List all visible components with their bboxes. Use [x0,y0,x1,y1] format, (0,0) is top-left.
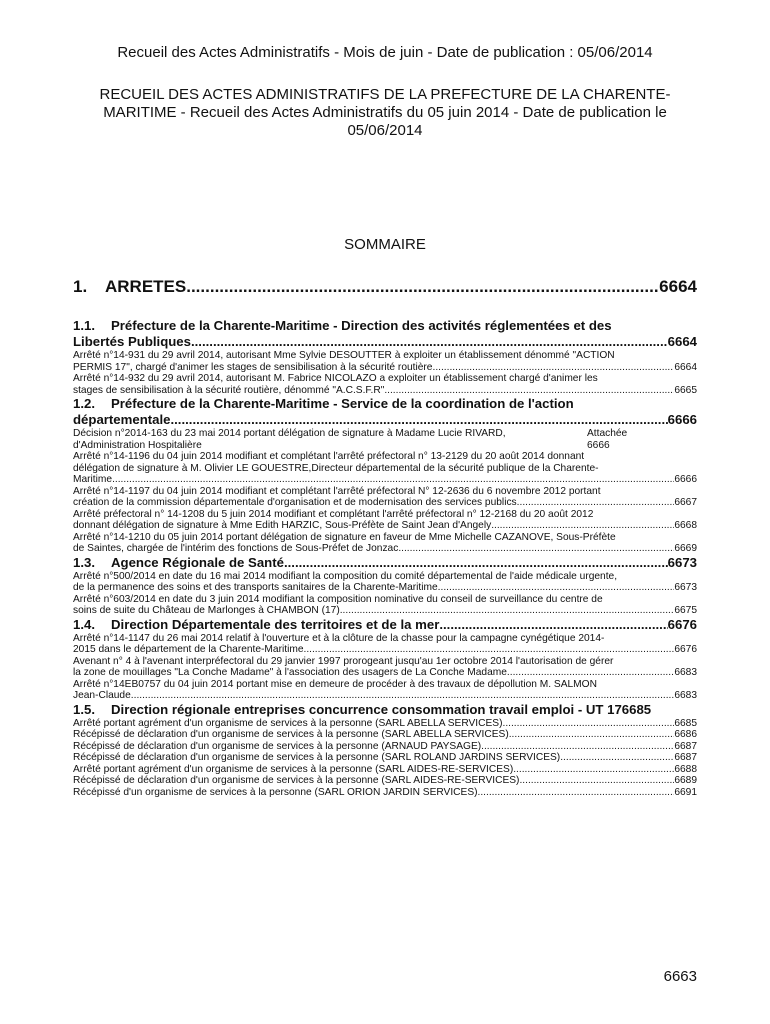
entry-page: 6687 [674,740,697,752]
section-title: Direction régionale entreprises concurrence consommation travail emploi - UT 17 [111,701,622,717]
entry-text-cont: délégation de signature à M. Olivier LE GOUESTRE,Directeur départemental de la sécurité publique de la Charente- [73,462,599,474]
entry-page: 6685 [674,717,697,729]
dot-leader [186,277,659,297]
toc-entry[interactable] [73,729,697,741]
dot-leader [478,787,675,799]
entry-page: 6691 [674,786,697,798]
entry-text: Récépissé de déclaration d'un organisme de services à la personne (SARL ABELLA SERVICES) [73,729,509,740]
entry-page: 6665 [674,384,697,396]
section-title: Direction Départementale des territoires et de la mer [111,616,440,632]
section-number: 1.5. [73,701,95,717]
entry-text: Arrêté n°14-1147 du 26 mai 2014 relatif à l'ouverture et à la clôture de la chasse pour la campagne cynégétique 2014- [73,632,605,644]
entry-text-cont: Maritime [73,474,113,485]
toc-entry[interactable] [73,373,697,396]
toc-section-1-1[interactable] [73,318,697,350]
entry-text-cont: PERMIS 17", chargé d'animer les stages de sensibilisation à la sécurité routière [73,361,433,373]
section-title-cont: Libertés Publiques [73,334,191,349]
entry-page: 6687 [674,752,697,763]
entry-text-cont: d'Administration Hospitalière [73,439,202,451]
section-title-cont: départementale [73,412,171,427]
toc-section-1-5[interactable] [73,702,697,718]
dot-leader [519,775,674,787]
dot-leader [509,729,675,741]
dot-leader [491,520,674,532]
toc-entry[interactable] [73,764,697,776]
level1-page: 6664 [659,277,697,296]
entry-text-cont: donnant délégation de signature à Mme Edith HARZIC, Sous-Préfète de Saint Jean d'Angely [73,520,492,531]
entry-text: Arrêté portant agrément d'un organisme de services à la personne (SARL AIDES-RE-SERVICES) [73,763,514,775]
dot-leader [513,764,674,776]
dot-leader [507,667,674,679]
toc-entry[interactable] [73,787,697,799]
entry-text: Arrêté n°14-1197 du 04 juin 2014 modifiant et complétant l'arrêté préfectoral N° 12-2636 du 6 novembre 2012 portant [73,485,601,497]
entry-text: Arrêté n°14-1210 du 05 juin 2014 portant délégation de signature en faveur de Mme Michelle CAZANOVE, Sous-Préfète [73,531,616,543]
level1-label: ARRETES [105,277,187,296]
document-title: RECUEIL DES ACTES ADMINISTRATIFS DE LA PREFECTURE DE LA CHARENTE-MARITIME - Recueil des Actes Administratifs du 05 juin 2014 - Date de publication le 05/06/2014 [99,86,671,139]
entry-text-cont: la zone de mouillages "La Conche Madame" à l'association des usagers de La Conche Madame [73,667,507,678]
entry-page: 6686 [674,729,697,740]
dot-leader [384,385,674,397]
section-page: 6664 [667,334,697,349]
entry-text: Avenant n° 4 à l'avenant interpréfectoral du 29 janvier 1997 prorogeant jusqu'au 1er octobre 2014 l'autorisation de gérer [73,655,614,667]
entry-text: Récépissé de déclaration d'un organisme de services à la personne (ARNAUD PAYSAGE) [73,740,482,752]
entry-text-cont: de Saintes, chargée de l'intérim des fonctions de Sous-Préfet de Jonzac [73,543,399,554]
section-number: 1.2. [73,396,95,411]
toc-entry[interactable] [73,486,697,509]
entry-page: 6664 [674,361,697,373]
sommaire-heading: SOMMAIRE [344,236,426,253]
toc-entry[interactable] [73,741,697,753]
toc-entry[interactable] [73,594,697,617]
entry-page: 6683 [674,667,697,678]
dot-leader [303,644,674,656]
entry-text: Arrêté n°603/2014 en date du 3 juin 2014 modifiant la composition nominative du conseil de surveillance du centre de [73,593,603,605]
section-title: Préfecture de la Charente-Maritime - Direction des activités réglementées et des [111,318,612,333]
entry-page: 6666 [674,474,697,485]
toc-entry[interactable] [73,775,697,787]
dot-leader [170,412,667,428]
running-header: Recueil des Actes Administratifs - Mois de juin - Date de publication : 05/06/2014 [117,44,653,61]
section-page: 6673 [667,554,697,570]
toc-section-1-2[interactable] [73,396,697,428]
entry-text-cont: Jean-Claude [73,690,131,701]
entry-text: Récépissé de déclaration d'un organisme de services à la personne (SARL AIDES-RE-SERVICES) [73,775,520,786]
dot-leader [191,334,668,350]
section-number: 1.4. [73,616,95,632]
section-page: 6685 [621,701,652,717]
toc-entry[interactable] [73,656,697,679]
toc-section-1-4[interactable] [73,617,697,633]
dot-leader [438,582,675,594]
dot-leader [340,605,675,617]
entry-text: Récépissé de déclaration d'un organisme de services à la personne (SARL ROLAND JARDINS SERVICES) [73,752,561,763]
entry-text: Arrêté n°500/2014 en date du 16 mai 2014 modifiant la composition du comité départemental de l'aide médicale urgente, [73,570,618,582]
page-number: 6663 [663,968,697,985]
entry-page: 6683 [674,690,697,701]
entry-page: 6673 [674,582,697,593]
section-page: 6666 [667,412,697,427]
entry-page: 6676 [674,644,697,655]
level1-number: 1. [73,277,88,296]
section-title: Préfecture de la Charente-Maritime - Service de la coordination de l'action [111,396,574,411]
section-number: 1.1. [73,318,95,333]
section-title: Agence Régionale de Santé [111,554,284,570]
toc-entry[interactable] [73,451,697,486]
toc-entry[interactable] [73,679,697,702]
toc-entry[interactable] [73,752,697,764]
dot-leader [560,752,674,764]
entry-text-cont: de la permanence des soins et des transports sanitaires de la Charente-Maritime [73,582,438,593]
table-of-contents [73,318,697,798]
entry-text: Arrêté préfectoral n° 14-1208 du 5 juin 2014 modifiant et complétant l'arrêté préfectoral n° 12-2168 du 20 août 2012 [73,508,594,520]
entry-page: 6675 [674,605,697,616]
toc-level1-arretes[interactable] [73,277,697,297]
toc-entry[interactable] [73,350,697,373]
entry-page: 6688 [674,763,697,775]
toc-entry[interactable] [73,718,697,730]
entry-text: Récépissé d'un organisme de services à la personne (SARL ORION JARDIN SERVICES) [73,786,478,798]
entry-page: 6666 [587,439,610,451]
entry-text: Arrêté n°14-932 du 29 avril 2014, autorisant M. Fabrice NICOLAZO a exploiter un établissement chargé d'animer les [73,373,598,384]
entry-text: Arrêté n°14-931 du 29 avril 2014, autorisant Mme Sylvie DESOUTTER à exploiter un établissement dénommé "ACTION [73,350,615,361]
dot-leader [112,474,674,486]
toc-entry[interactable] [73,532,697,555]
entry-page: 6669 [674,543,697,554]
section-page: 6676 [667,616,697,632]
entry-page: 6668 [674,520,697,531]
dot-leader [517,497,675,509]
entry-text-cont: 2015 dans le département de la Charente-Maritime [73,644,304,655]
dot-leader [502,718,674,730]
toc-entry[interactable] [73,633,697,656]
entry-text-cont: création de la commission départementale d'organisation et de modernisation des services publics [73,497,517,508]
entry-page: 6689 [674,775,697,786]
toc-entry[interactable] [73,571,697,594]
entry-text: Décision n°2014-163 du 23 mai 2014 portant délégation de signature à Madame Lucie RIVARD, [73,428,506,439]
toc-entry[interactable] [73,428,697,451]
section-number: 1.3. [73,554,95,570]
toc-entry[interactable] [73,509,697,532]
dot-leader [131,690,675,702]
dot-leader [432,362,674,374]
dot-leader [284,555,668,571]
entry-text-cont: stages de sensibilisation à la sécurité routière, dénommé "A.C.S.F.R" [73,384,385,396]
entry-text: Arrêté n°14EB0757 du 04 juin 2014 portant mise en demeure de procéder à des travaux de dépollution M. SALMON [73,678,597,690]
dot-leader [439,617,667,633]
toc-section-1-3[interactable] [73,555,697,571]
entry-text: Arrêté n°14-1196 du 04 juin 2014 modifiant et complétant l'arrêté préfectoral n° 13-2129 du 20 août 2014 donnant [73,451,585,462]
dot-leader [398,543,674,555]
entry-text-cont: soins de suite du Château de Marlonges à CHAMBON (17) [73,605,340,616]
dot-leader [481,741,674,753]
entry-text: Arrêté portant agrément d'un organisme de services à la personne (SARL ABELLA SERVICES) [73,717,503,729]
entry-text-right: Attachée [587,428,628,439]
entry-page: 6667 [674,497,697,508]
